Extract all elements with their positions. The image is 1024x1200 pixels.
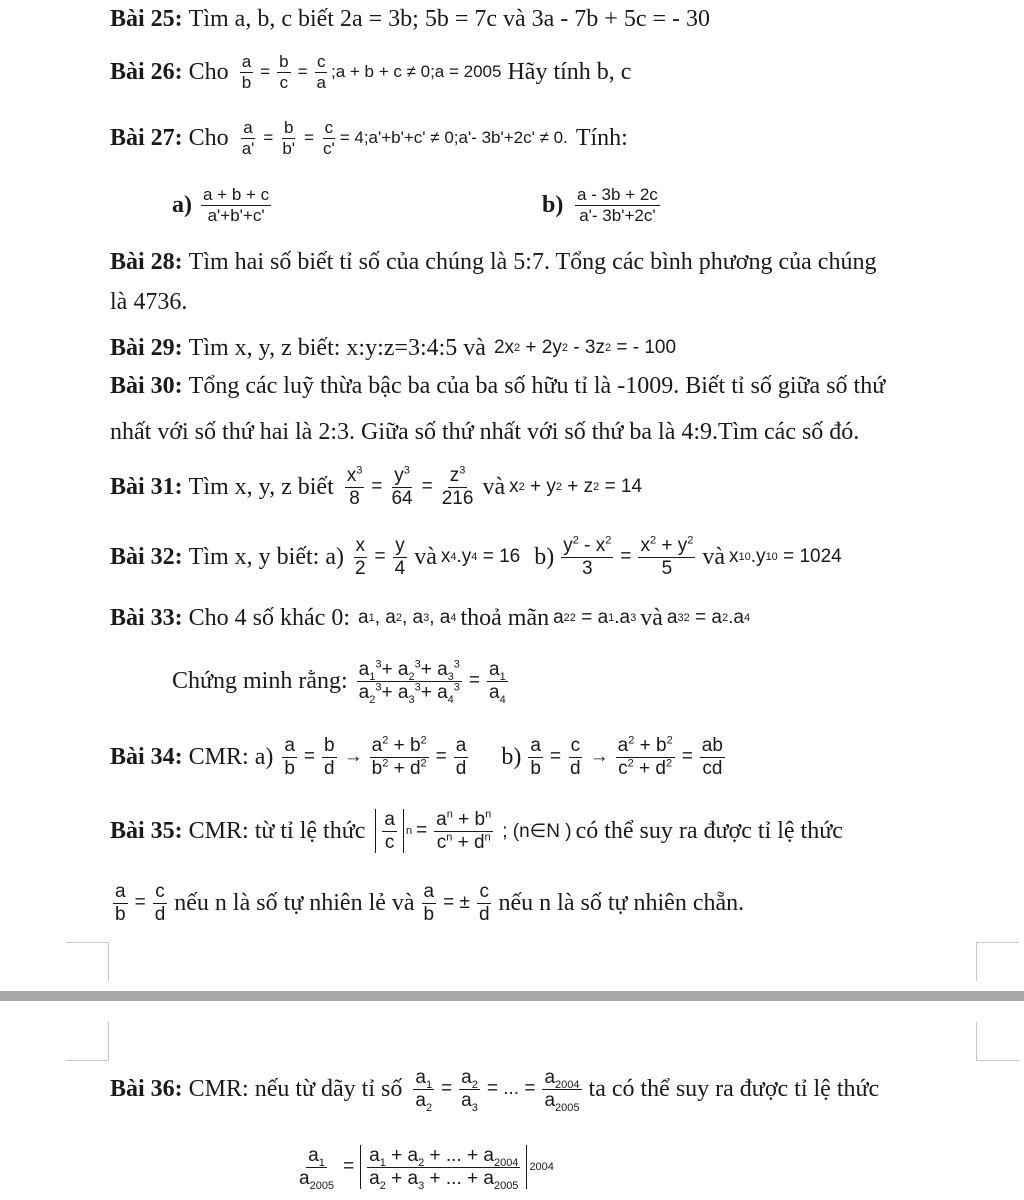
exercise-label: Bài 29: (110, 334, 183, 361)
math-expression: $\frac{a_1}{a_{2005}}$ = $\frac{a_1 + a_2 + ... + a_{2004}}{a_2 + a_3 + ... + a_{2005}}$ 2004 (299, 1144, 554, 1192)
exercise-text: Tổng các luỹ thừa bậc ba của ba số hữu tỉ là -1009. Biết tỉ số giữa số thứ (188, 372, 886, 399)
exercise-label: Bài 34: (110, 743, 183, 770)
exercise-text: Tìm hai số biết tỉ số của chúng là 5:7. Tổng các bình phương của chúng (188, 248, 877, 275)
exercise-label: Bài 35: (110, 817, 183, 844)
part-label: b) (501, 743, 522, 770)
math-expression: $\frac{a}{a'}$ = $\frac{b}{b'}$ = $\frac{c}{c'}$ = 4;a'+b'+c' ≠ 0;a'- 3b'+2c' ≠ 0. (241, 117, 568, 158)
exercise-text: Tìm x, y, z biết (188, 473, 334, 500)
page-corner-mark (66, 1022, 109, 1061)
math-expression: $\frac{x^3}{8}$ = $\frac{y^3}{64}$ = $\frac{z^3}{216}$ (346, 464, 474, 509)
exercise-text: Cho (188, 124, 229, 151)
part-label: b) (534, 543, 555, 570)
exercise-label: Bài 36: (110, 1075, 183, 1102)
exercise-label: Bài 30: (110, 372, 183, 399)
math-expression: a 2 2 = a 1 .a 3 (553, 607, 637, 628)
exercise-33-claim (172, 650, 994, 712)
exercise-label: Bài 27: (110, 124, 183, 151)
exercise-text: CMR: nếu từ dãy tỉ số (188, 1075, 403, 1102)
exercise-text: và (640, 604, 663, 631)
exercise-31 (110, 458, 994, 516)
exercise-text: Tìm x, y biết: a) (188, 543, 344, 570)
exercise-27-parts (172, 178, 994, 232)
math-expression: $\frac{a}{b}$ = ± $\frac{c}{d}$ (423, 880, 490, 925)
math-expression: $\frac{a + b + c}{a'+b'+c'}$ (203, 184, 270, 225)
math-expression: $\frac{a_1}{a_2}$ = $\frac{a_2}{a_3}$ = ... = $\frac{a_{2004}}{a_{2005}}$ (415, 1066, 580, 1114)
math-expression: $\frac{x}{2}$ = $\frac{y}{4}$ (354, 534, 406, 579)
exercise-label: Bài 33: (110, 604, 183, 631)
exercise-text: Tính: (575, 124, 628, 151)
math-expression: $\frac{a}{b}$ = $\frac{c}{d}$ → $\frac{a^2 + b^2}{c^2 + d^2}$ = $\frac{ab}{cd}$ (530, 734, 723, 779)
exercise-text: Cho (188, 58, 229, 85)
exercise-35 (110, 802, 994, 860)
page-separator (0, 991, 1024, 1001)
part-label: b) (542, 191, 564, 218)
exercise-29 (110, 330, 994, 366)
math-expression: $\frac{a - 3b + 2c}{a'- 3b'+2c'}$ (577, 184, 658, 225)
exercise-label: Bài 25: (110, 5, 183, 32)
exercise-30 (110, 368, 994, 404)
math-expression: a 1 , a 2 , a 3 , a 4 (358, 607, 457, 628)
exercise-text: nhất với số thứ hai là 2:3. Giữa số thứ nhất với số thứ ba là 4:9.Tìm các số đó. (110, 418, 860, 445)
exercise-32 (110, 528, 994, 586)
exercise-text: là 4736. (110, 288, 188, 315)
exercise-text: Tìm x, y, z biết: x:y:z=3:4:5 và (188, 334, 486, 361)
exercise-26 (110, 46, 994, 98)
exercise-text: và (482, 473, 506, 500)
exercise-text: Chứng minh rằng: (172, 667, 348, 694)
exercise-text: Cho 4 số khác 0: (188, 604, 350, 631)
page-corner-mark (976, 942, 1019, 981)
math-expression: a 3 2 = a 2 .a 4 (666, 607, 751, 628)
exercise-25 (110, 2, 994, 36)
exercise-27 (110, 112, 994, 164)
exercise-text: Hãy tính b, c (507, 58, 632, 85)
exercise-text: và (702, 543, 726, 570)
page-corner-mark (976, 1022, 1019, 1061)
exercise-text: nếu n là số tự nhiên chẵn. (498, 889, 745, 916)
exercise-label: Bài 26: (110, 58, 183, 85)
exercise-text: nếu n là số tự nhiên lẻ và (174, 889, 415, 916)
exercise-label: Bài 32: (110, 543, 183, 570)
exercise-text: Tìm a, b, c biết 2a = 3b; 5b = 7c và 3a - 7b + 5c = - 30 (188, 5, 711, 32)
exercise-label: Bài 31: (110, 473, 183, 500)
exercise-36-claim (294, 1136, 994, 1198)
page-corner-mark (66, 942, 109, 981)
exercise-33 (110, 600, 994, 636)
exercise-label: Bài 28: (110, 248, 183, 275)
math-expression: $\frac{a}{b}$ = $\frac{b}{c}$ = $\frac{c}{a}$ ;a + b + c ≠ 0;a = 2005 (241, 51, 502, 92)
exercise-text: và (414, 543, 437, 570)
part-label: a) (172, 191, 192, 218)
math-expression: $\frac{a_1^3+ a_2^3+ a_3^3}{a_2^3+ a_3^3+ a_4^3}$ = $\frac{a_1}{a_4}$ (358, 658, 506, 706)
math-expression: $\frac{a}{b}$ = $\frac{c}{d}$ (115, 880, 166, 925)
math-expression: $\frac{a}{c}$ n = $\frac{a^n + b^n}{c^n + d^n}$ ; (n∈N ) (373, 809, 571, 854)
exercise-text: ta có thể suy ra được tỉ lệ thức (588, 1075, 880, 1102)
math-expression: x 10 .y 10 = 1024 (729, 546, 842, 567)
exercise-28-cont (110, 284, 994, 320)
exercise-36 (110, 1060, 994, 1118)
math-expression: x 2 + y 2 + z 2 = 14 (509, 476, 643, 497)
exercise-34 (110, 728, 994, 786)
exercise-30-cont (110, 414, 994, 450)
exercise-text: CMR: a) (188, 743, 274, 770)
math-expression: $\frac{y^2 - x^2}{3}$ = $\frac{x^2 + y^2}{5}$ (563, 534, 694, 579)
math-expression: x 4 .y 4 = 16 (440, 546, 521, 567)
exercise-text: thoả mãn (460, 604, 550, 631)
exercise-text: có thể suy ra được tỉ lệ thức (575, 817, 843, 844)
exercise-28 (110, 244, 994, 280)
exercise-35-cont (110, 874, 994, 932)
exercise-text: CMR: từ tỉ lệ thức (188, 817, 366, 844)
math-expression: $\frac{a}{b}$ = $\frac{b}{d}$ → $\frac{a^2 + b^2}{b^2 + d^2}$ = $\frac{a}{d}$ (284, 734, 467, 779)
math-expression: 2x 2 + 2y 2 - 3z 2 = - 100 (493, 337, 677, 358)
